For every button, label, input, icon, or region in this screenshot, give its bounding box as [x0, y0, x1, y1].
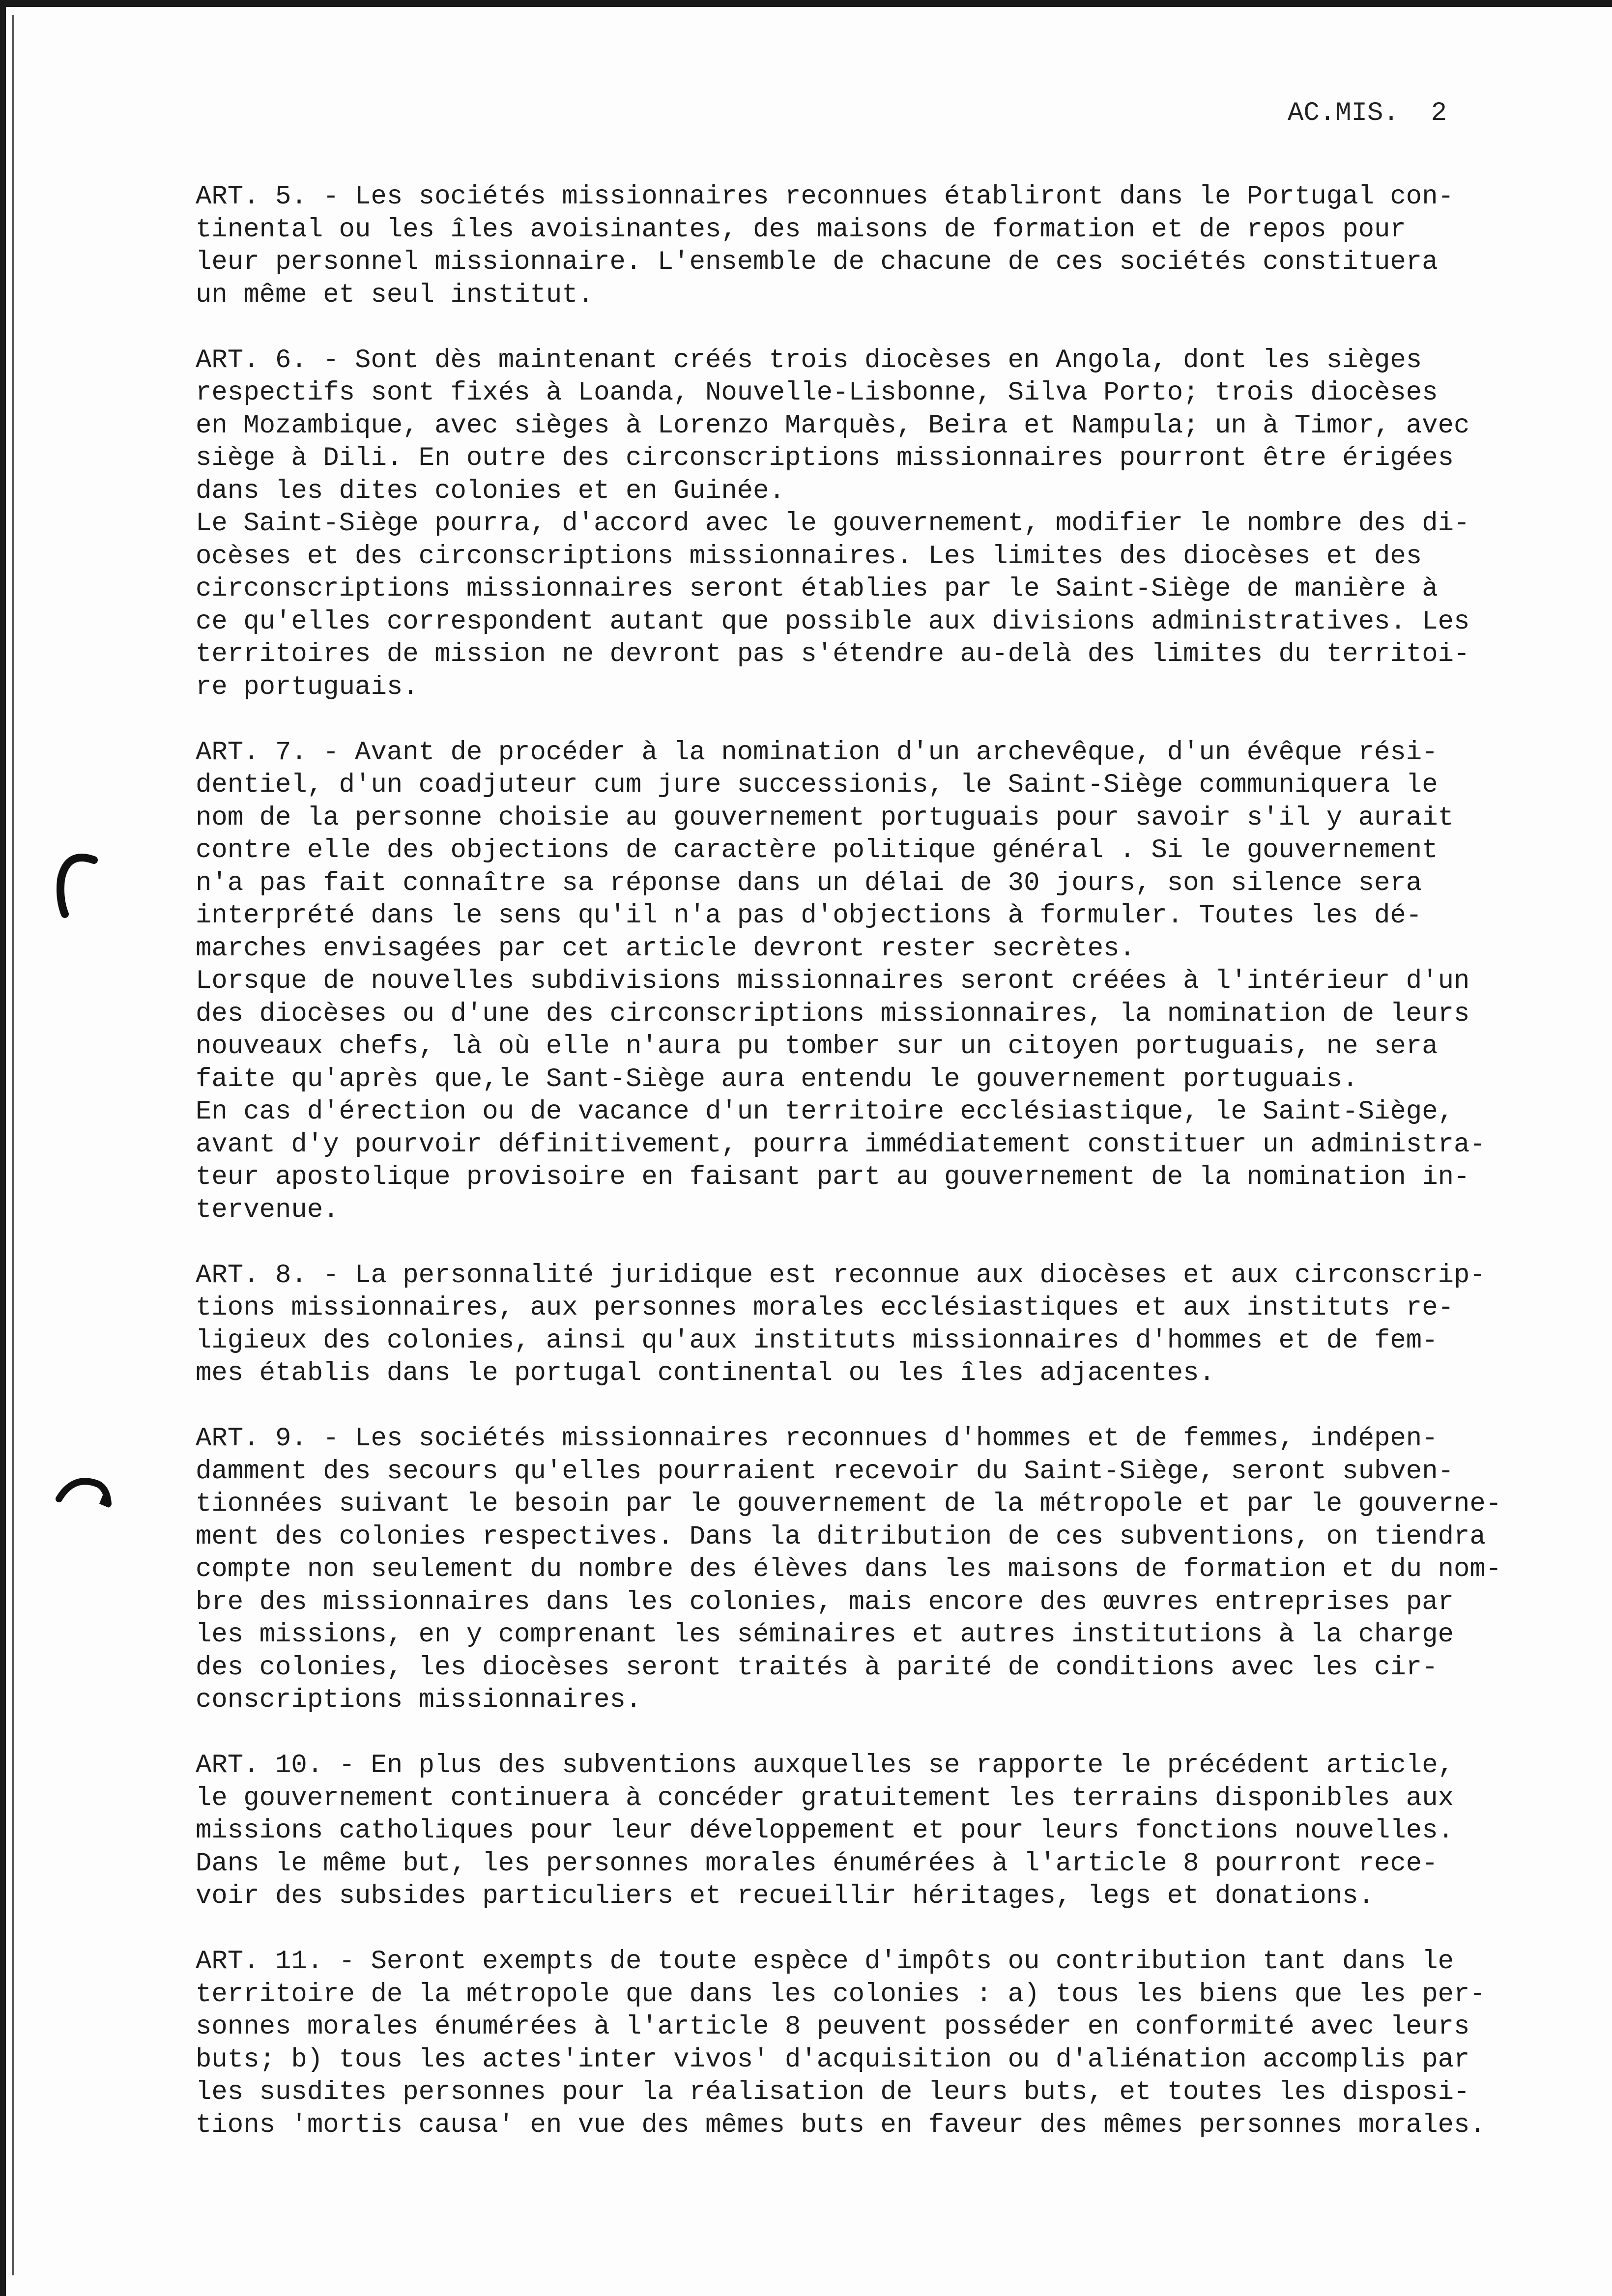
- article: [196, 737, 1542, 1227]
- text-line: ART. 8. - La personnalité juridique est reconnue aux diocèses et aux circonscrip-: [196, 1260, 1486, 1291]
- text-line: voir des subsides particuliers et recueillir héritages, legs et donations.: [196, 1881, 1374, 1911]
- document-body: [196, 181, 1542, 2142]
- text-line: Dans le même but, les personnes morales énumérées à l'article 8 pourront rece-: [196, 1848, 1438, 1879]
- text-line: compte non seulement du nombre des élèves dans les maisons de formation et du nom-: [196, 1554, 1502, 1584]
- text-line: conscriptions missionnaires.: [196, 1685, 642, 1715]
- article: [196, 1260, 1542, 1390]
- text-line: nouveaux chefs, là où elle n'aura pu tomber sur un citoyen portuguais, ne sera: [196, 1032, 1438, 1062]
- paragraph-gap: [196, 312, 1542, 344]
- text-line: teur apostolique provisoire en faisant part au gouvernement de la nomination in-: [196, 1162, 1470, 1192]
- text-line: dentiel, d'un coadjuteur cum jure successionis, le Saint-Siège communiquera le: [196, 770, 1438, 800]
- text-line: n'a pas fait connaître sa réponse dans un délai de 30 jours, son silence sera: [196, 868, 1422, 898]
- text-line: circonscriptions missionnaires seront établies par le Saint-Siège de manière à: [196, 574, 1438, 604]
- text-line: mes établis dans le portugal continental ou les îles adjacentes.: [196, 1358, 1215, 1388]
- text-line: bre des missionnaires dans les colonies, mais encore des œuvres entreprises par: [196, 1587, 1454, 1617]
- paragraph-gap: [196, 1227, 1542, 1260]
- text-line: territoire de la métropole que dans les colonies : a) tous les biens que les per-: [196, 1979, 1486, 2009]
- text-line: faite qu'après que,le Sant-Siège aura entendu le gouvernement portuguais.: [196, 1064, 1358, 1094]
- text-line: des colonies, les diocèses seront traités à parité de conditions avec les cir-: [196, 1652, 1438, 1683]
- text-line: tervenue.: [196, 1195, 339, 1225]
- text-line: leur personnel missionnaire. L'ensemble de chacune de ces sociétés constituera: [196, 247, 1438, 277]
- paragraph-gap: [196, 1390, 1542, 1423]
- text-line: ART. 5. - Les sociétés missionnaires reconnues établiront dans le Portugal con-: [196, 182, 1454, 212]
- text-line: ligieux des colonies, ainsi qu'aux instituts missionnaires d'hommes et de fem-: [196, 1325, 1438, 1356]
- text-line: un même et seul institut.: [196, 280, 594, 310]
- text-line: ocèses et des circonscriptions missionnaires. Les limites des diocèses et des: [196, 541, 1422, 572]
- text-line: tinental ou les îles avoisinantes, des maisons de formation et de repos pour: [196, 214, 1406, 245]
- paragraph-gap: [196, 704, 1542, 737]
- text-line: contre elle des objections de caractère politique général . Si le gouvernement: [196, 835, 1438, 865]
- text-line: en Mozambique, avec sièges à Lorenzo Marquès, Beira et Nampula; un à Timor, avec: [196, 410, 1470, 441]
- text-line: ART. 7. - Avant de procéder à la nomination d'un archevêque, d'un évêque rési-: [196, 737, 1438, 768]
- text-line: les missions, en y comprenant les séminaires et autres institutions à la charge: [196, 1620, 1454, 1650]
- article: [196, 344, 1542, 704]
- article: [196, 1946, 1542, 2142]
- scan-top-edge: [0, 0, 1612, 7]
- text-line: buts; b) tous les actes'inter vivos' d'acquisition ou d'aliénation accomplis par: [196, 2044, 1470, 2075]
- text-line: territoires de mission ne devront pas s'étendre au-delà des limites du territoi-: [196, 639, 1470, 669]
- text-line: le gouvernement continuera à concéder gratuitement les terrains disponibles aux: [196, 1783, 1454, 1813]
- scan-left-shadow: [12, 15, 14, 2275]
- scan-left-edge: [0, 0, 6, 2296]
- text-line: ce qu'elles correspondent autant que possible aux divisions administratives. Les: [196, 606, 1470, 637]
- text-line: En cas d'érection ou de vacance d'un territoire ecclésiastique, le Saint-Siège,: [196, 1097, 1454, 1127]
- text-line: nom de la personne choisie au gouvernement portuguais pour savoir s'il y aurait: [196, 803, 1454, 833]
- text-line: ART. 6. - Sont dès maintenant créés trois diocèses en Angola, dont les sièges: [196, 345, 1422, 375]
- text-line: interprété dans le sens qu'il n'a pas d'objections à formuler. Toutes les dé-: [196, 901, 1422, 931]
- text-line: Lorsque de nouvelles subdivisions missionnaires seront créées à l'intérieur d'un: [196, 966, 1470, 996]
- text-line: tionnées suivant le besoin par le gouvernement de la métropole et par le gouverne-: [196, 1489, 1502, 1519]
- text-line: missions catholiques pour leur développement et pour leurs fonctions nouvelles.: [196, 1816, 1454, 1846]
- text-line: Le Saint-Siège pourra, d'accord avec le gouvernement, modifier le nombre des di-: [196, 509, 1470, 539]
- punch-hole-mark: [54, 1469, 113, 1514]
- text-line: des diocèses ou d'une des circonscriptions missionnaires, la nomination de leurs: [196, 999, 1470, 1029]
- text-line: siège à Dili. En outre des circonscriptions missionnaires pourront être érigées: [196, 443, 1454, 473]
- article: [196, 1423, 1542, 1717]
- text-line: tions missionnaires, aux personnes morales ecclésiastiques et aux instituts re-: [196, 1293, 1454, 1323]
- punch-hole-mark: [47, 850, 101, 919]
- text-line: ment des colonies respectives. Dans la ditribution de ces subventions, on tiendra: [196, 1521, 1486, 1552]
- text-line: les susdites personnes pour la réalisation de leurs buts, et toutes les disposi-: [196, 2077, 1470, 2107]
- text-line: damment des secours qu'elles pourraient recevoir du Saint-Siège, seront subven-: [196, 1456, 1454, 1487]
- article: [196, 181, 1542, 312]
- text-line: ART. 9. - Les sociétés missionnaires reconnues d'hommes et de femmes, indépen-: [196, 1424, 1438, 1454]
- article: [196, 1750, 1542, 1913]
- text-line: ART. 10. - En plus des subventions auxquelles se rapporte le précédent article,: [196, 1751, 1454, 1780]
- paragraph-gap: [196, 1913, 1542, 1946]
- text-line: dans les dites colonies et en Guinée.: [196, 476, 785, 506]
- text-line: avant d'y pourvoir définitivement, pourra immédiatement constituer un administra-: [196, 1129, 1486, 1160]
- text-line: respectifs sont fixés à Loanda, Nouvelle-Lisbonne, Silva Porto; trois diocèses: [196, 378, 1438, 408]
- text-line: re portuguais.: [196, 672, 419, 702]
- text-line: ART. 11. - Seront exempts de toute espèce d'impôts ou contribution tant dans le: [196, 1947, 1454, 1977]
- text-line: sonnes morales énumérées à l'article 8 peuvent posséder en conformité avec leurs: [196, 2012, 1470, 2042]
- paragraph-gap: [196, 1717, 1542, 1750]
- text-line: tions 'mortis causa' en vue des mêmes buts en faveur des mêmes personnes morales.: [196, 2110, 1486, 2140]
- text-line: marches envisagées par cet article devront rester secrètes.: [196, 933, 1135, 964]
- page-reference: AC.MIS. 2: [1288, 98, 1447, 128]
